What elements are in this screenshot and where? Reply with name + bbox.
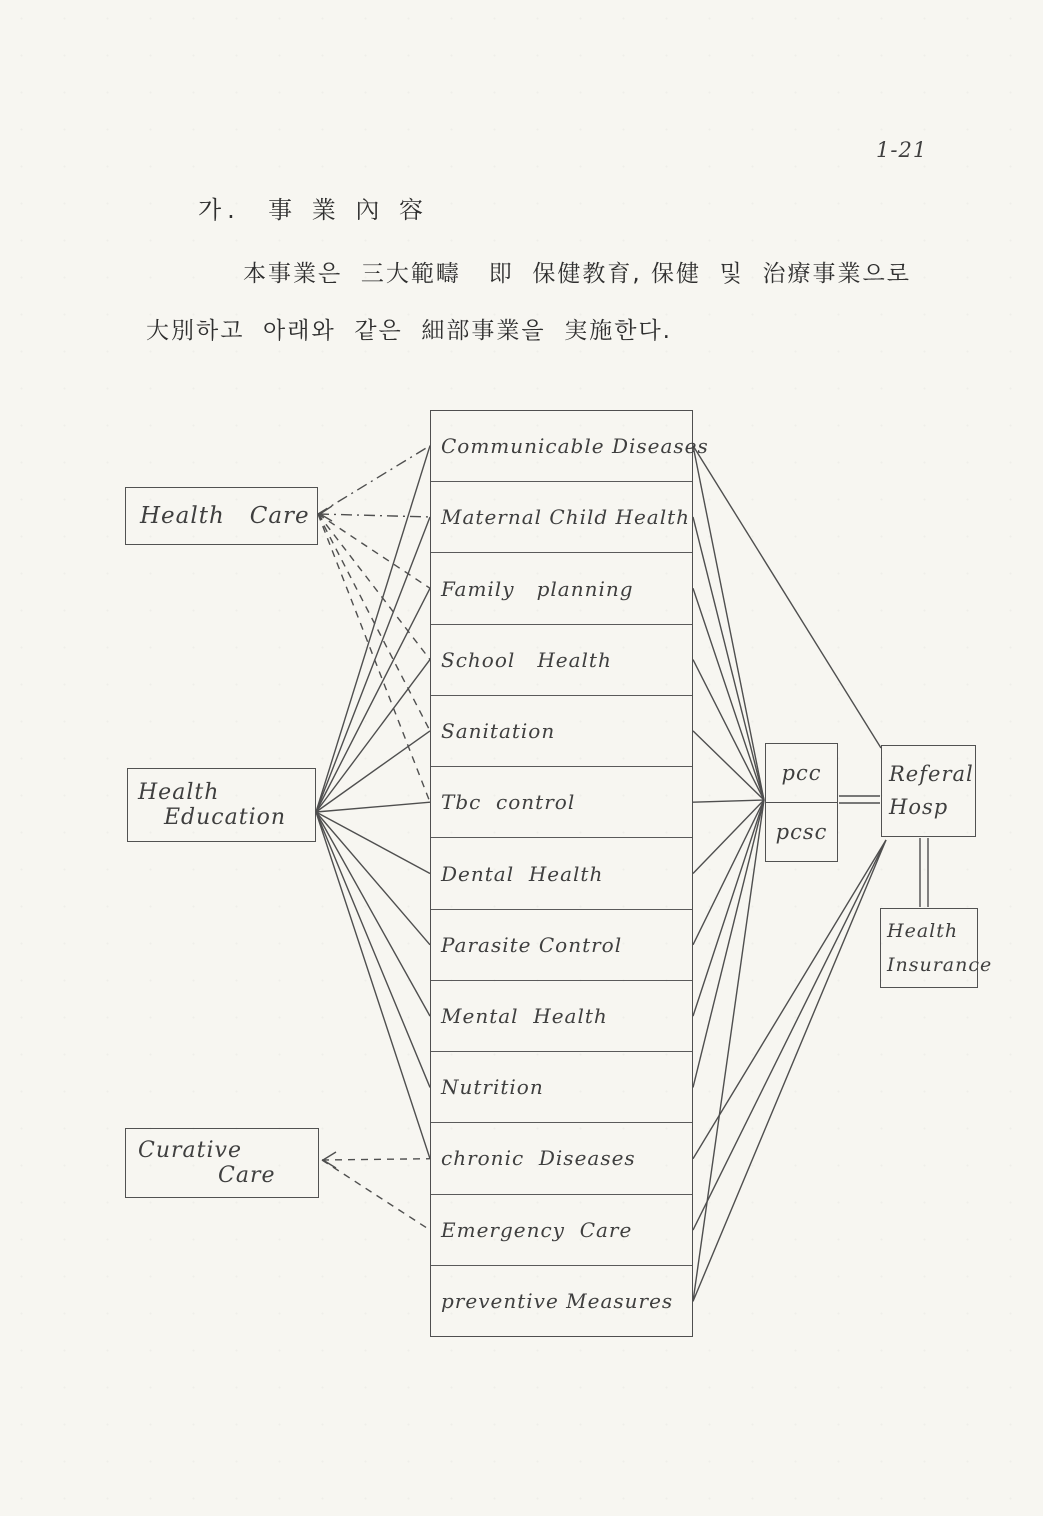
program-label: Dental Health [441, 861, 604, 886]
health-care-label: Health Care [140, 503, 310, 529]
program-label: Maternal Child Health [441, 505, 691, 530]
connection-health-education-row1 [316, 517, 430, 812]
pcc-label: pcc [781, 761, 822, 785]
program-label: chronic Diseases [441, 1146, 636, 1171]
program-row [431, 411, 709, 482]
insurance-label-line1: Health [887, 920, 959, 943]
health-care-box [125, 487, 318, 545]
connection-referral-top-row0 [693, 446, 881, 748]
program-label: Tbc control [441, 790, 576, 815]
program-label: Mental Health [441, 1003, 608, 1028]
health-education-label-line2: Education [164, 805, 287, 830]
program-row [431, 482, 692, 553]
connection-referral-bottom-row11 [693, 840, 886, 1230]
connection-health-education-row9 [316, 812, 430, 1087]
program-row [431, 1052, 692, 1123]
program-row [431, 696, 692, 767]
program-row [431, 625, 692, 696]
referral-hospital-box [881, 745, 976, 837]
connection-pcc-row12 [693, 800, 764, 1301]
page-number: 1-21 [876, 138, 928, 162]
program-label: preventive Measures [441, 1288, 674, 1313]
insurance-label-line2: Insurance [887, 953, 993, 976]
referral-label-line1: Referal [889, 762, 974, 787]
connection-pcc-row3 [693, 660, 764, 800]
program-label: Parasite Control [441, 932, 623, 957]
health-insurance-box [880, 908, 993, 988]
program-label: Family planning [441, 576, 634, 601]
curative-care-label-line1: Curative [138, 1138, 242, 1163]
connection-health-education-row3 [316, 660, 430, 812]
body-text-line1: 本事業은 三大範疇 即 保健教育, 保健 및 治療事業으로 [243, 261, 911, 287]
connection-curative-care-row11 [322, 1160, 430, 1230]
connection-pcc-row1 [693, 517, 764, 800]
program-label: Nutrition [441, 1075, 544, 1100]
pcc-cell [766, 744, 837, 803]
connection-pcc-row6 [693, 800, 764, 874]
program-table [430, 410, 709, 1337]
connection-health-care-row0 [318, 446, 430, 514]
connection-health-care-row5 [318, 514, 430, 802]
program-row [431, 1123, 692, 1194]
health-education-box [127, 768, 316, 842]
connection-health-education-row4 [316, 731, 430, 812]
curative-care-box [125, 1128, 319, 1198]
curative-care-label-line2: Care [218, 1163, 276, 1188]
program-row [431, 981, 692, 1052]
program-label: Sanitation [441, 719, 556, 744]
pcc-pcsc-box [765, 743, 838, 862]
body-text-line2: 大別하고 아래와 같은 細部事業을 実施한다. [146, 318, 672, 344]
program-row [431, 553, 692, 624]
connection-pcc-row0 [693, 446, 764, 800]
program-row [431, 1195, 692, 1266]
pcsc-label: pcsc [775, 820, 828, 844]
program-row [431, 1266, 692, 1336]
connection-referral-bottom-row10 [693, 840, 886, 1159]
referral-label-line2: Hosp [889, 795, 949, 819]
connection-pcc-row5 [693, 800, 764, 802]
connection-pcc-row4 [693, 731, 764, 800]
connection-health-care-row1 [318, 514, 430, 517]
health-education-label-line1: Health [138, 780, 220, 805]
connection-curative-care-row10 [322, 1159, 430, 1160]
program-row [431, 910, 692, 981]
program-label: Emergency Care [441, 1217, 633, 1242]
connection-health-care-row2 [318, 514, 430, 588]
program-row [431, 767, 692, 838]
pcsc-cell [766, 803, 837, 861]
connection-pcc-row9 [693, 800, 764, 1087]
program-label: School Health [441, 647, 612, 672]
connection-health-education-row7 [316, 812, 430, 945]
connection-health-care-row3 [318, 514, 430, 660]
program-label: Communicable Diseases [441, 434, 709, 459]
connection-health-education-row5 [316, 802, 430, 812]
connection-pcc-row8 [693, 800, 764, 1016]
connection-referral-bottom-row12 [693, 840, 886, 1301]
section-heading: 가. 事 業 內 容 [198, 196, 429, 224]
program-row [431, 838, 692, 909]
